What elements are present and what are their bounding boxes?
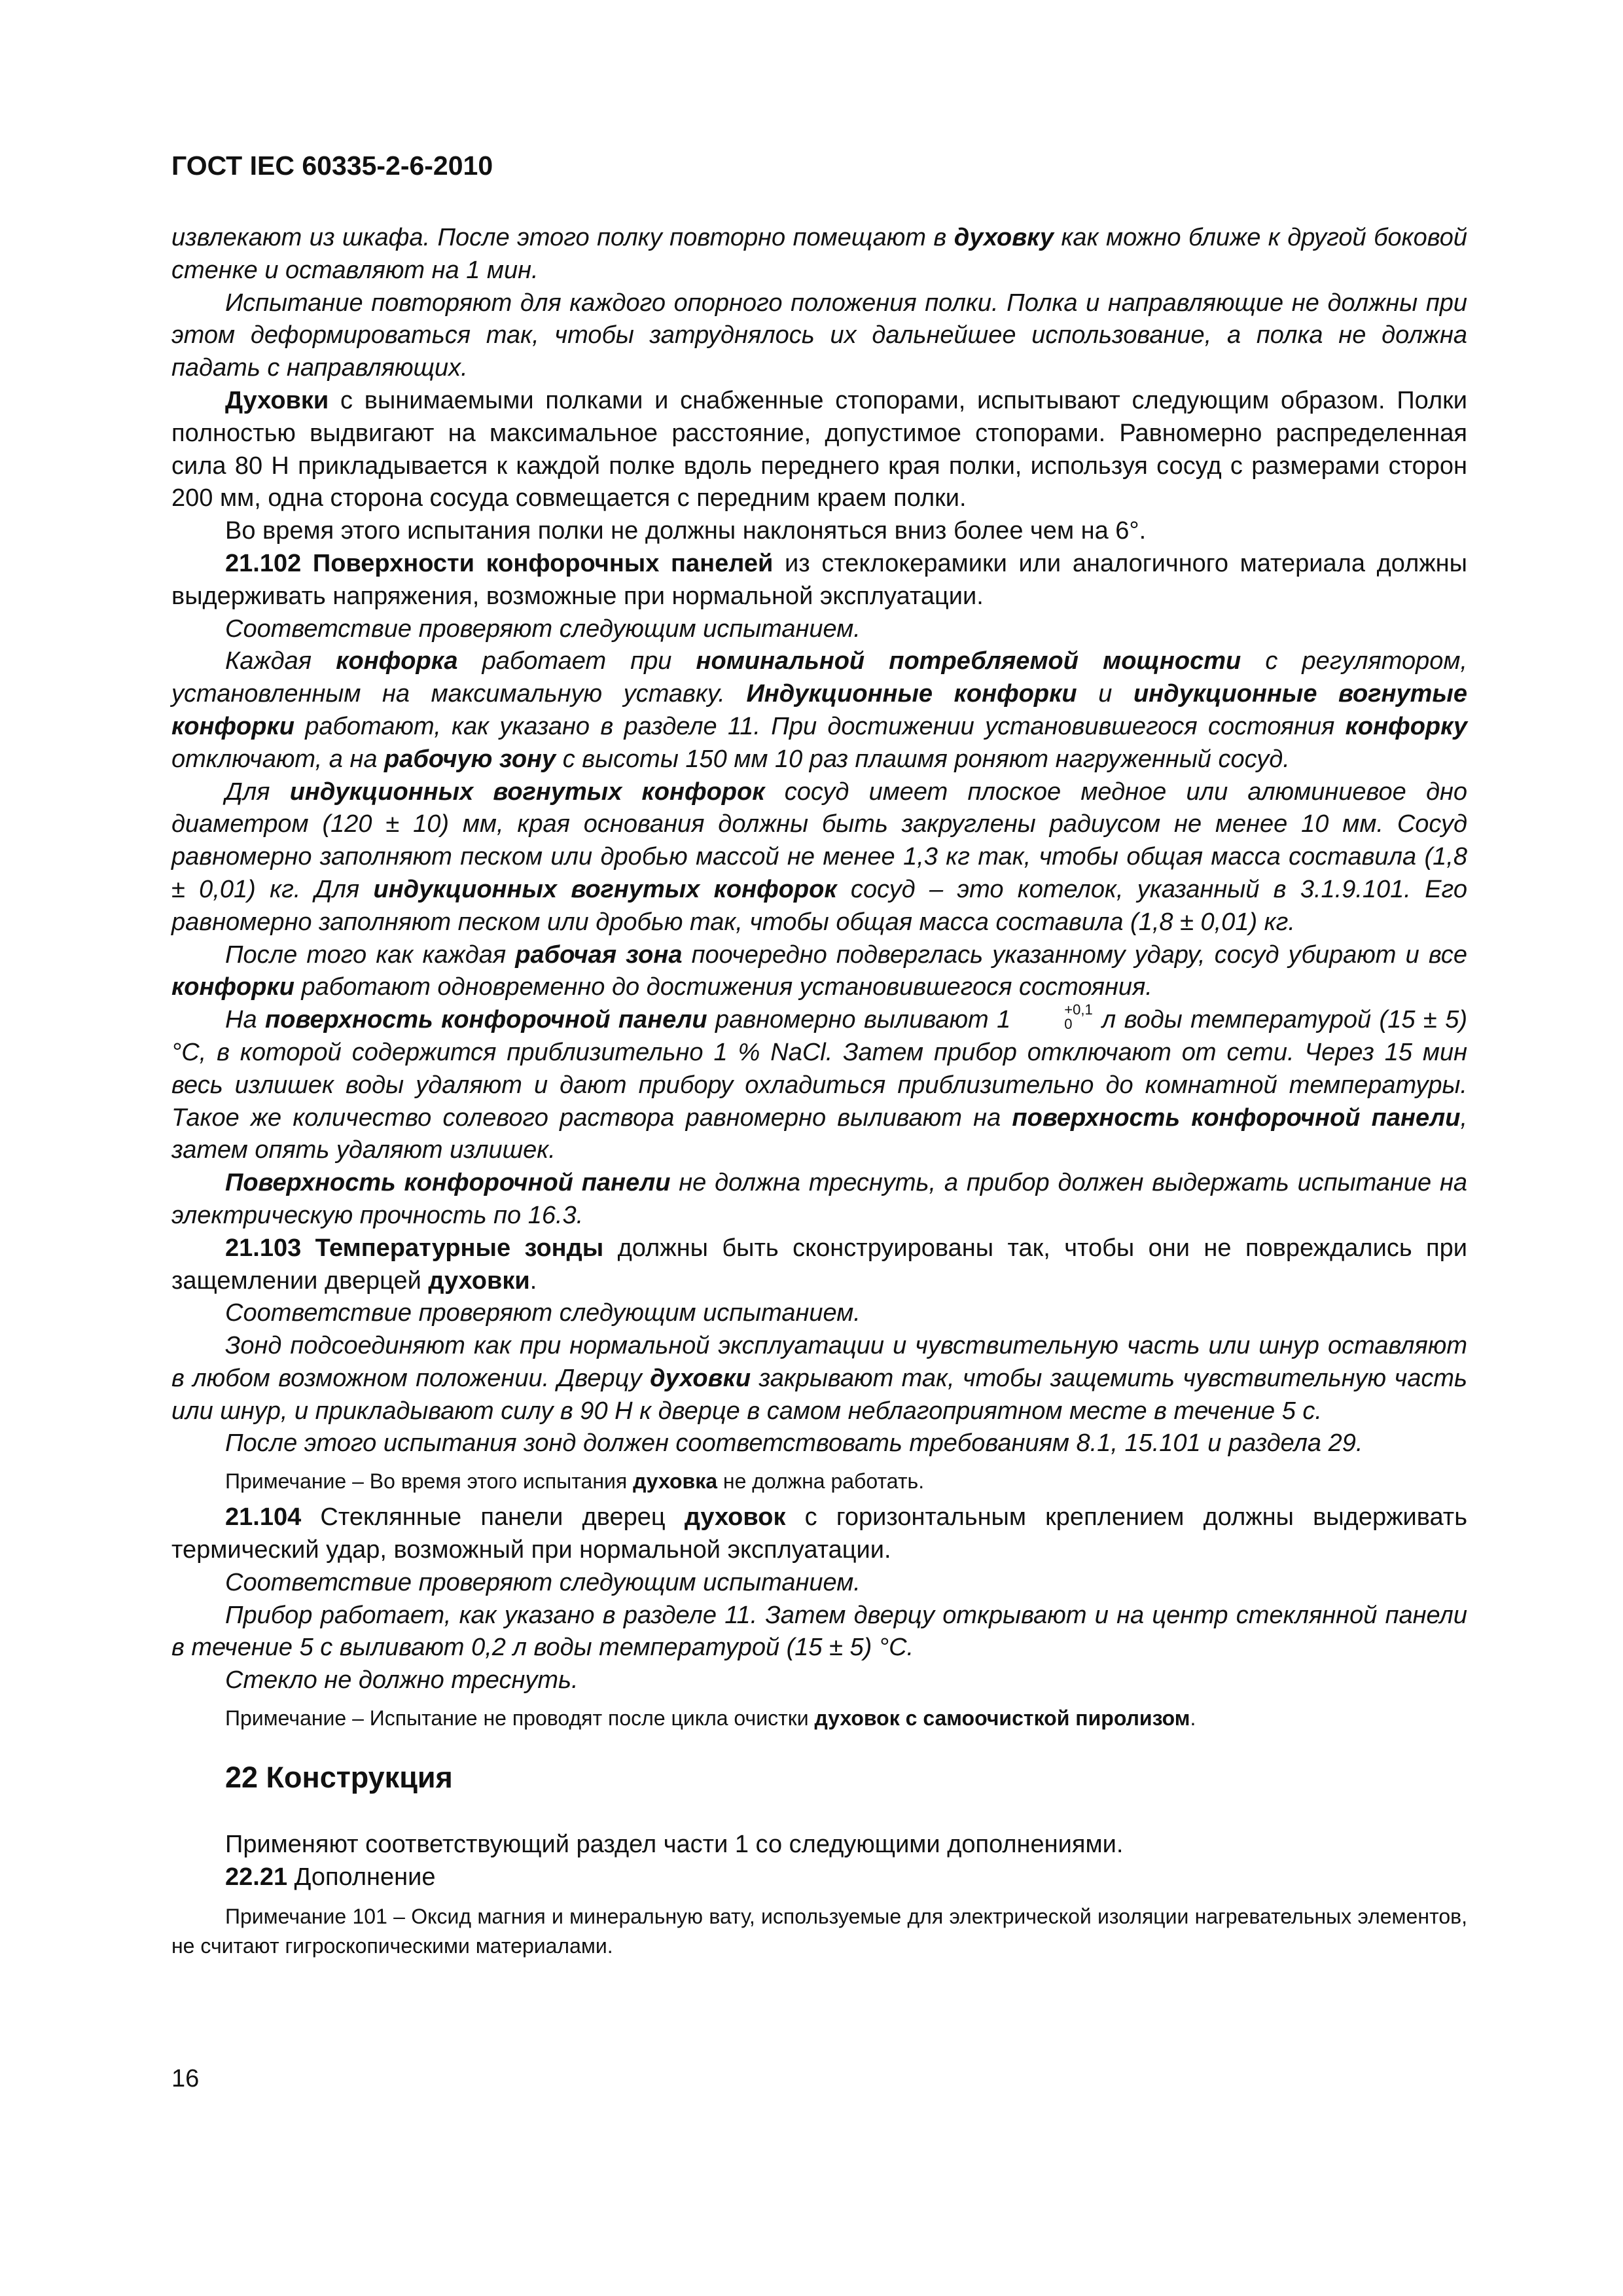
- text-run: Стекло не должно треснуть.: [225, 1666, 579, 1695]
- note-1: [171, 1467, 1467, 1496]
- tolerance-lower: 0: [1064, 1016, 1073, 1033]
- text-run: конфорка: [336, 647, 458, 675]
- text-run: поверхность конфорочной панели: [1012, 1103, 1461, 1132]
- text-run: После того как каждая: [225, 941, 516, 969]
- text-run: Индукционные конфорки: [746, 680, 1077, 708]
- text-run: Стеклянные панели дверец: [301, 1503, 685, 1532]
- note-2: [171, 1704, 1467, 1733]
- paragraph: [171, 1501, 1467, 1567]
- paragraph: [171, 1600, 1467, 1665]
- text-run: не должна треснуть, а прибор должен выдержать испытание на электрическую прочность по 16.3.: [171, 1169, 1467, 1229]
- text-run: Испытание повторяют для каждого опорного положения полки. Полка и направляющие не должны при этом деформироваться так, чтобы затруднялось их дальнейшее использование, а полка не должна падать с направляющих.: [171, 289, 1467, 382]
- text-run: отключают, а на: [171, 745, 385, 773]
- text-run: работают одновременно до достижения установившегося состояния.: [294, 973, 1152, 1001]
- text-run: должны быть сконструированы так, чтобы они не повреждались при защемлении дверцей: [171, 1234, 1467, 1295]
- text-run: с высоты 150 мм 10 раз плашмя роняют нагруженный сосуд.: [556, 745, 1290, 773]
- document-header: ГОСТ IEC 60335-2-6-2010: [171, 151, 493, 181]
- text-run: индукционные вогнутые конфорки: [171, 680, 1467, 740]
- text-run: Духовки: [225, 386, 329, 414]
- text-run: 21.102 Поверхности конфорочных панелей: [225, 549, 774, 577]
- text-run: равномерно выливают 1: [707, 1006, 1011, 1034]
- text-run: Во время этого испытания полки не должны наклоняться вниз более чем на 6°.: [225, 517, 1147, 545]
- text-run: конфорки: [171, 973, 294, 1001]
- text-run: рабочая зона: [515, 941, 683, 969]
- text-run: .: [1190, 1706, 1196, 1731]
- text-run: с регулятором, установленным на максимальную уставку.: [171, 647, 1467, 708]
- text-run: Для: [225, 778, 290, 806]
- paragraph: [171, 1167, 1467, 1232]
- paragraph: [171, 1001, 1467, 1167]
- text-run: Примечание – Испытание не проводят после цикла очистки: [225, 1706, 815, 1731]
- text-run: духовка: [633, 1469, 717, 1494]
- paragraph: [171, 1330, 1467, 1427]
- text-run: индукционных вогнутых конфорок: [373, 875, 837, 903]
- body-block-2: [171, 1501, 1467, 1697]
- text-run: поверхность конфорочной панели: [265, 1006, 707, 1034]
- text-run: Соответствие проверяют следующим испытанием.: [225, 615, 861, 643]
- text-run: духовку: [954, 224, 1054, 251]
- text-run: Применяют соответствующий раздел части 1 со следующими дополнениями.: [225, 1831, 1124, 1859]
- text-run: духовок с самоочисткой пиролизом: [814, 1706, 1190, 1731]
- text-run: 21.103 Температурные зонды: [225, 1234, 604, 1262]
- text-run: Прибор работает, как указано в разделе 11. Затем дверцу открывают и на центр стеклянной панели в течение 5 с выливают 0,2 л воды температурой (15 ± 5) °С.: [171, 1601, 1467, 1662]
- text-run: сосуд – это котелок, указанный в 3.1.9.101. Его равномерно заполняют песком или дробью так, чтобы общая масса составила (1,8 ± 0,01) кг.: [171, 875, 1467, 936]
- text-run: л воды температурой (15 ± 5) °С, в которой содержится приблизительно 1 % NaCl. Затем прибор отключают от сети. Через 15 мин весь излишек воды удаляют и дают прибору охладиться приблизительно до комнатной температуры. Такое же количество солевого раствора равномерно выливают на: [171, 1006, 1467, 1132]
- document-page: [171, 151, 1467, 1961]
- text-run: Примечание 101 – Оксид магния и минеральную вату, используемые для электрической изоляции нагревательных элементов, не считают гигроскопическими материалами.: [171, 1904, 1467, 1958]
- paragraph: [171, 1427, 1467, 1460]
- paragraph: [171, 645, 1467, 776]
- paragraph: [171, 1567, 1467, 1600]
- paragraph: [171, 613, 1467, 646]
- body-block-1: [171, 222, 1467, 1460]
- text-run: с вынимаемыми полками и снабженные стопорами, испытывают следующим образом. Полки полностью выдвигают на максимальное расстояние, допустимое стопорами. Равномерно распределенная сила 80 Н прикладывается к каждой полке вдоль переднего края полки, используя сосуд с размерами сторон 200 мм, одна сторона сосуда совмещается с передним краем полки.: [171, 386, 1467, 512]
- paragraph: [171, 1664, 1467, 1697]
- tolerance-upper: +0,1: [1064, 1001, 1093, 1018]
- text-run: После этого испытания зонд должен соответствовать требованиям 8.1, 15.101 и раздела 29.: [225, 1429, 1363, 1458]
- text-run: конфорку: [1345, 712, 1467, 740]
- paragraph: [171, 939, 1467, 1005]
- text-run: Соответствие проверяют следующим испытанием.: [225, 1299, 861, 1327]
- page-number: 16: [171, 2065, 200, 2092]
- note-3: [171, 1902, 1467, 1961]
- text-run: номинальной потребляемой мощности: [696, 647, 1241, 675]
- text-run: с горизонтальным креплением должны выдерживать термический удар, возможный при нормальной эксплуатации.: [171, 1503, 1467, 1564]
- text-run: Дополнение: [287, 1863, 436, 1891]
- text-run: На: [225, 1006, 266, 1034]
- paragraph: [171, 776, 1467, 939]
- paragraph: [171, 515, 1467, 548]
- text-run: индукционных вогнутых конфорок: [289, 778, 765, 806]
- text-run: духовки: [650, 1364, 751, 1392]
- text-run: Соответствие проверяют следующим испытанием.: [225, 1568, 861, 1596]
- text-run: .: [529, 1266, 537, 1295]
- paragraph: [171, 1232, 1467, 1298]
- text-run: и: [1077, 680, 1133, 708]
- text-run: рабочую зону: [384, 745, 556, 773]
- paragraph: [171, 1861, 1467, 1894]
- paragraph: [171, 548, 1467, 613]
- text-run: Поверхность конфорочной панели: [225, 1169, 671, 1197]
- text-run: Зонд подсоединяют как при нормальной эксплуатации и чувствительную часть или шнур оставляют в любом возможном положении. Дверцу: [171, 1332, 1467, 1392]
- text-run: 21.104: [225, 1503, 302, 1532]
- text-run: 22.21: [225, 1863, 288, 1891]
- paragraph: [171, 287, 1467, 385]
- text-run: как можно ближе к другой боковой стенке и оставляют на 1 мин.: [171, 224, 1467, 284]
- text-run: из стеклокерамики или аналогичного материала должны выдерживать напряжения, возможные при нормальной эксплуатации.: [171, 549, 1467, 610]
- text-run: закрывают так, чтобы защемить чувствительную часть или шнур, и прикладывают силу в 90 Н к дверце в самом неблагоприятном месте в течение 5 с.: [171, 1364, 1467, 1425]
- paragraph: [171, 1829, 1467, 1861]
- text-run: извлекают из шкафа. После этого полку повторно помещают в: [171, 224, 954, 251]
- text-run: работают, как указано в разделе 11. При достижении установившегося состояния: [294, 712, 1346, 740]
- text-run: сосуд имеет плоское медное или алюминиевое дно диаметром (120 ± 10) мм, края основания должны быть закруглены радиусом не менее 10 мм. Сосуд равномерно заполняют песком или дробью массой не менее 1,3 кг так, чтобы общая масса составила (1,8 ± 0,01) кг. Для: [171, 778, 1467, 903]
- text-run: духовки: [428, 1266, 530, 1295]
- text-run: работает при: [457, 647, 696, 675]
- body-block-3: [171, 1829, 1467, 1894]
- text-run: не должна работать.: [717, 1469, 925, 1494]
- text-run: поочередно подверглась указанному удару, сосуд убирают и все: [682, 941, 1467, 969]
- text-run: Примечание – Во время этого испытания: [225, 1469, 633, 1494]
- paragraph: [171, 222, 1467, 287]
- text-run: Каждая: [225, 647, 336, 675]
- section-heading: 22 Конструкция: [225, 1761, 453, 1795]
- tolerance-fraction: [1010, 1003, 1092, 1031]
- paragraph: [171, 385, 1467, 515]
- text-run: духовок: [684, 1503, 786, 1532]
- paragraph: [171, 1297, 1467, 1330]
- text-run: , затем опять удаляют излишек.: [171, 1103, 1467, 1164]
